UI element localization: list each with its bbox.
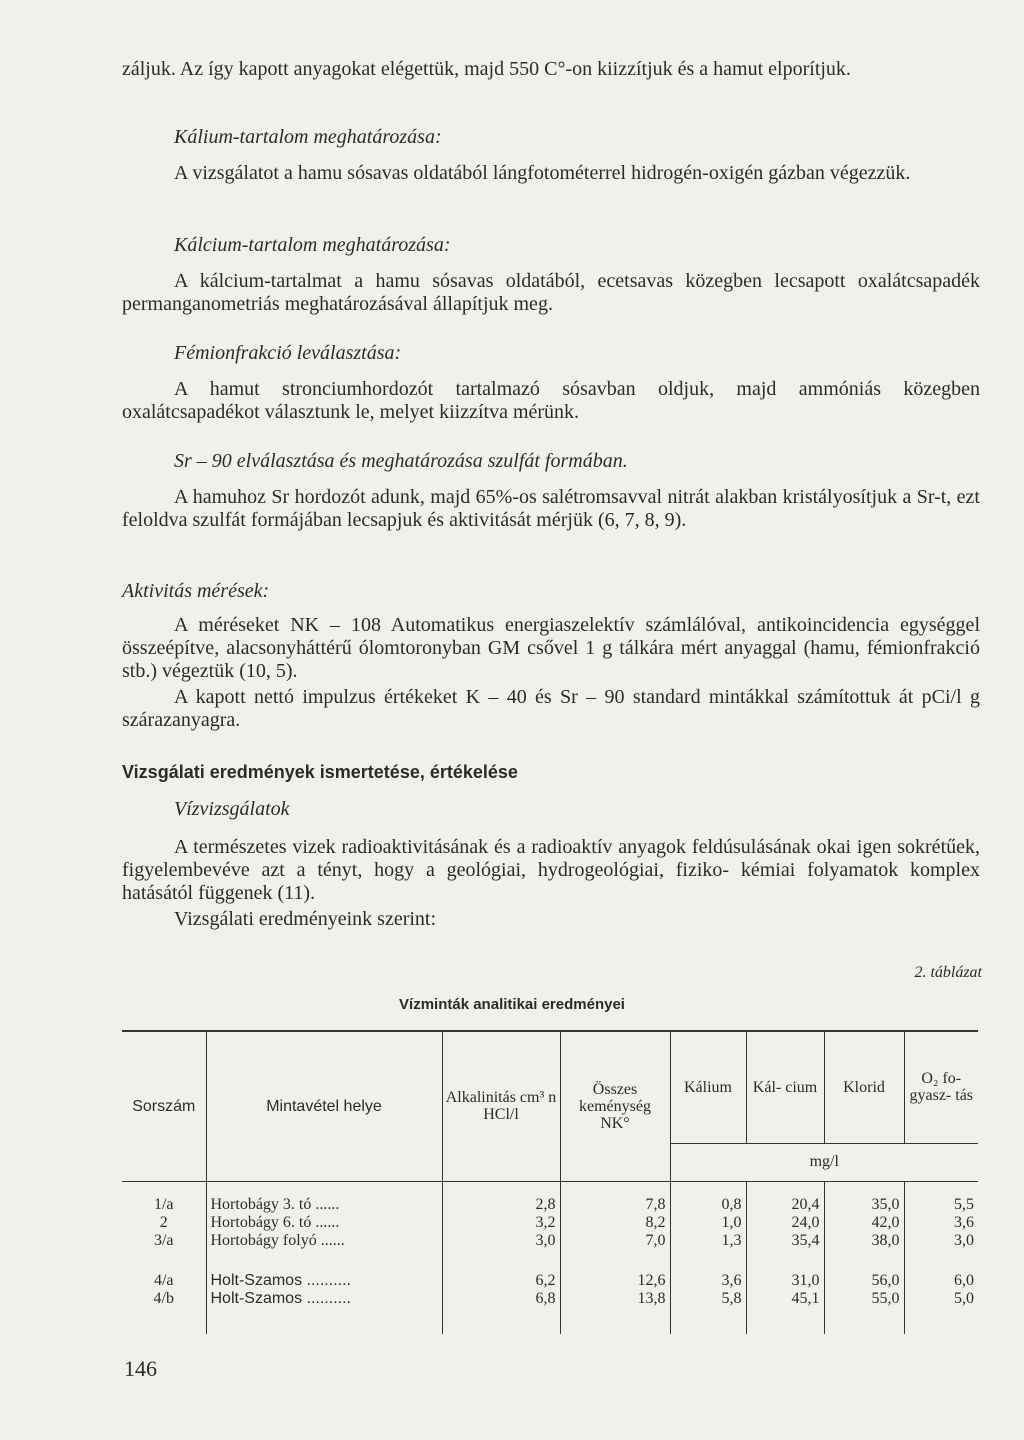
paragraph-femion: A hamut stronciumhordozót tartalmazó sósavban oldjuk, majd ammóniás közegben oxalátcsapadékot választunk le, melyet kiizzítva mérünk. [122,378,980,423]
table-group-hortobagy [122,1196,978,1250]
table-row: 4/b Holt-Szamos .......... 6,8 13,8 5,8 45,1 55,0 5,0 [122,1290,978,1308]
heading-femion: Fémionfrakció leválasztása: [174,342,402,364]
table-group-holt-szamos [122,1272,978,1308]
paragraph-viz-1: A természetes vizek radioaktivitásának és a radioaktív anyagok feldúsulásának okai igen sokrétűek, figyelembevéve azt a tényt, hogy a geológiai, hydrogeológiai, fiziko- kémiai folyamatok komplex hatásától függenek (11). [122,836,980,904]
paragraph-sr90: A hamuhoz Sr hordozót adunk, majd 65%-os salétromsavval nitrát alakban kristályosítjuk a Sr-t, ezt feloldva szulfát formájában lecsapjuk és aktivitását mérjük (6, 7, 8, 9). [122,486,980,531]
page-number: 146 [124,1356,157,1381]
paragraph-aktivitas-1: A méréseket NK – 108 Automatikus energiaszelektív számlálóval, antikoincidencia egységgel összeépítve, alacsonyháttérű ólomtoronyban GM csővel 1 g tálkára mért anyaggal (hamu, fémionfrakció stb.) végeztük (10, 5). [122,614,980,682]
table-row: 1/a Hortobágy 3. tó ...... 2,8 7,8 0,8 20,4 35,0 5,5 [122,1196,978,1214]
header-sorszam: Sorszám [122,1031,206,1181]
table-row: 4/a Holt-Szamos .......... 6,2 12,6 3,6 31,0 56,0 6,0 [122,1272,978,1290]
header-o2-fogyasztas: O₂ fo- gyasz- tás [909,1070,974,1105]
paragraph-kalcium: A kálcium-tartalmat a hamu sósavas oldatából, ecetsavas közegben lecsapott oxalátcsapadék permanganometriás meghatározásával állapítjuk meg. [122,270,980,315]
section-title: Vizsgálati eredmények ismertetése, értékelése [122,762,518,782]
table-title: Vízminták analitikai eredményei [399,996,625,1013]
heading-kalcium: Kálcium-tartalom meghatározása: [174,234,451,256]
heading-vizvizsgalatok: Vízvizsgálatok [174,798,290,820]
table-row: 2 Hortobágy 6. tó ...... 3,2 8,2 1,0 24,0 42,0 3,6 [122,1214,978,1232]
results-table [122,1030,978,1334]
header-kalium: Kálium [670,1031,746,1143]
header-mintavetel-helye: Mintavétel helye [206,1031,442,1181]
table-row: 3/a Hortobágy folyó ...... 3,0 7,0 1,3 35,4 38,0 3,0 [122,1232,978,1250]
header-alkalinitas: Alkalinitás cm³ n HCl/l [442,1031,560,1181]
paragraph-viz-2: Vizsgálati eredményeink szerint: [174,908,437,930]
table-label: 2. táblázat [914,964,982,981]
paragraph-kalium: A vizsgálatot a hamu sósavas oldatából lángfotométerrel hidrogén-oxigén gázban végezzük. [174,162,911,184]
header-osszes-kemenyseg: Összes keménység NK° [560,1031,670,1181]
heading-sr90: Sr – 90 elválasztása és meghatározása szulfát formában. [174,450,628,472]
heading-kalium: Kálium-tartalom meghatározása: [174,126,442,148]
header-klorid: Klorid [824,1031,904,1143]
paragraph-aktivitas-2: A kapott nettó impulzus értékeket K – 40 és Sr – 90 standard mintákkal számítottuk át pCi/l g szárazanyagra. [122,686,980,731]
paragraph-intro: záljuk. Az így kapott anyagokat elégettük, majd 550 C°-on kiizzítjuk és a hamut elporítjuk. [122,58,851,80]
header-kalcium: Kál- cium [746,1031,824,1143]
unit-label: mg/l [670,1143,978,1181]
heading-aktivitas: Aktivitás mérések: [122,580,270,602]
